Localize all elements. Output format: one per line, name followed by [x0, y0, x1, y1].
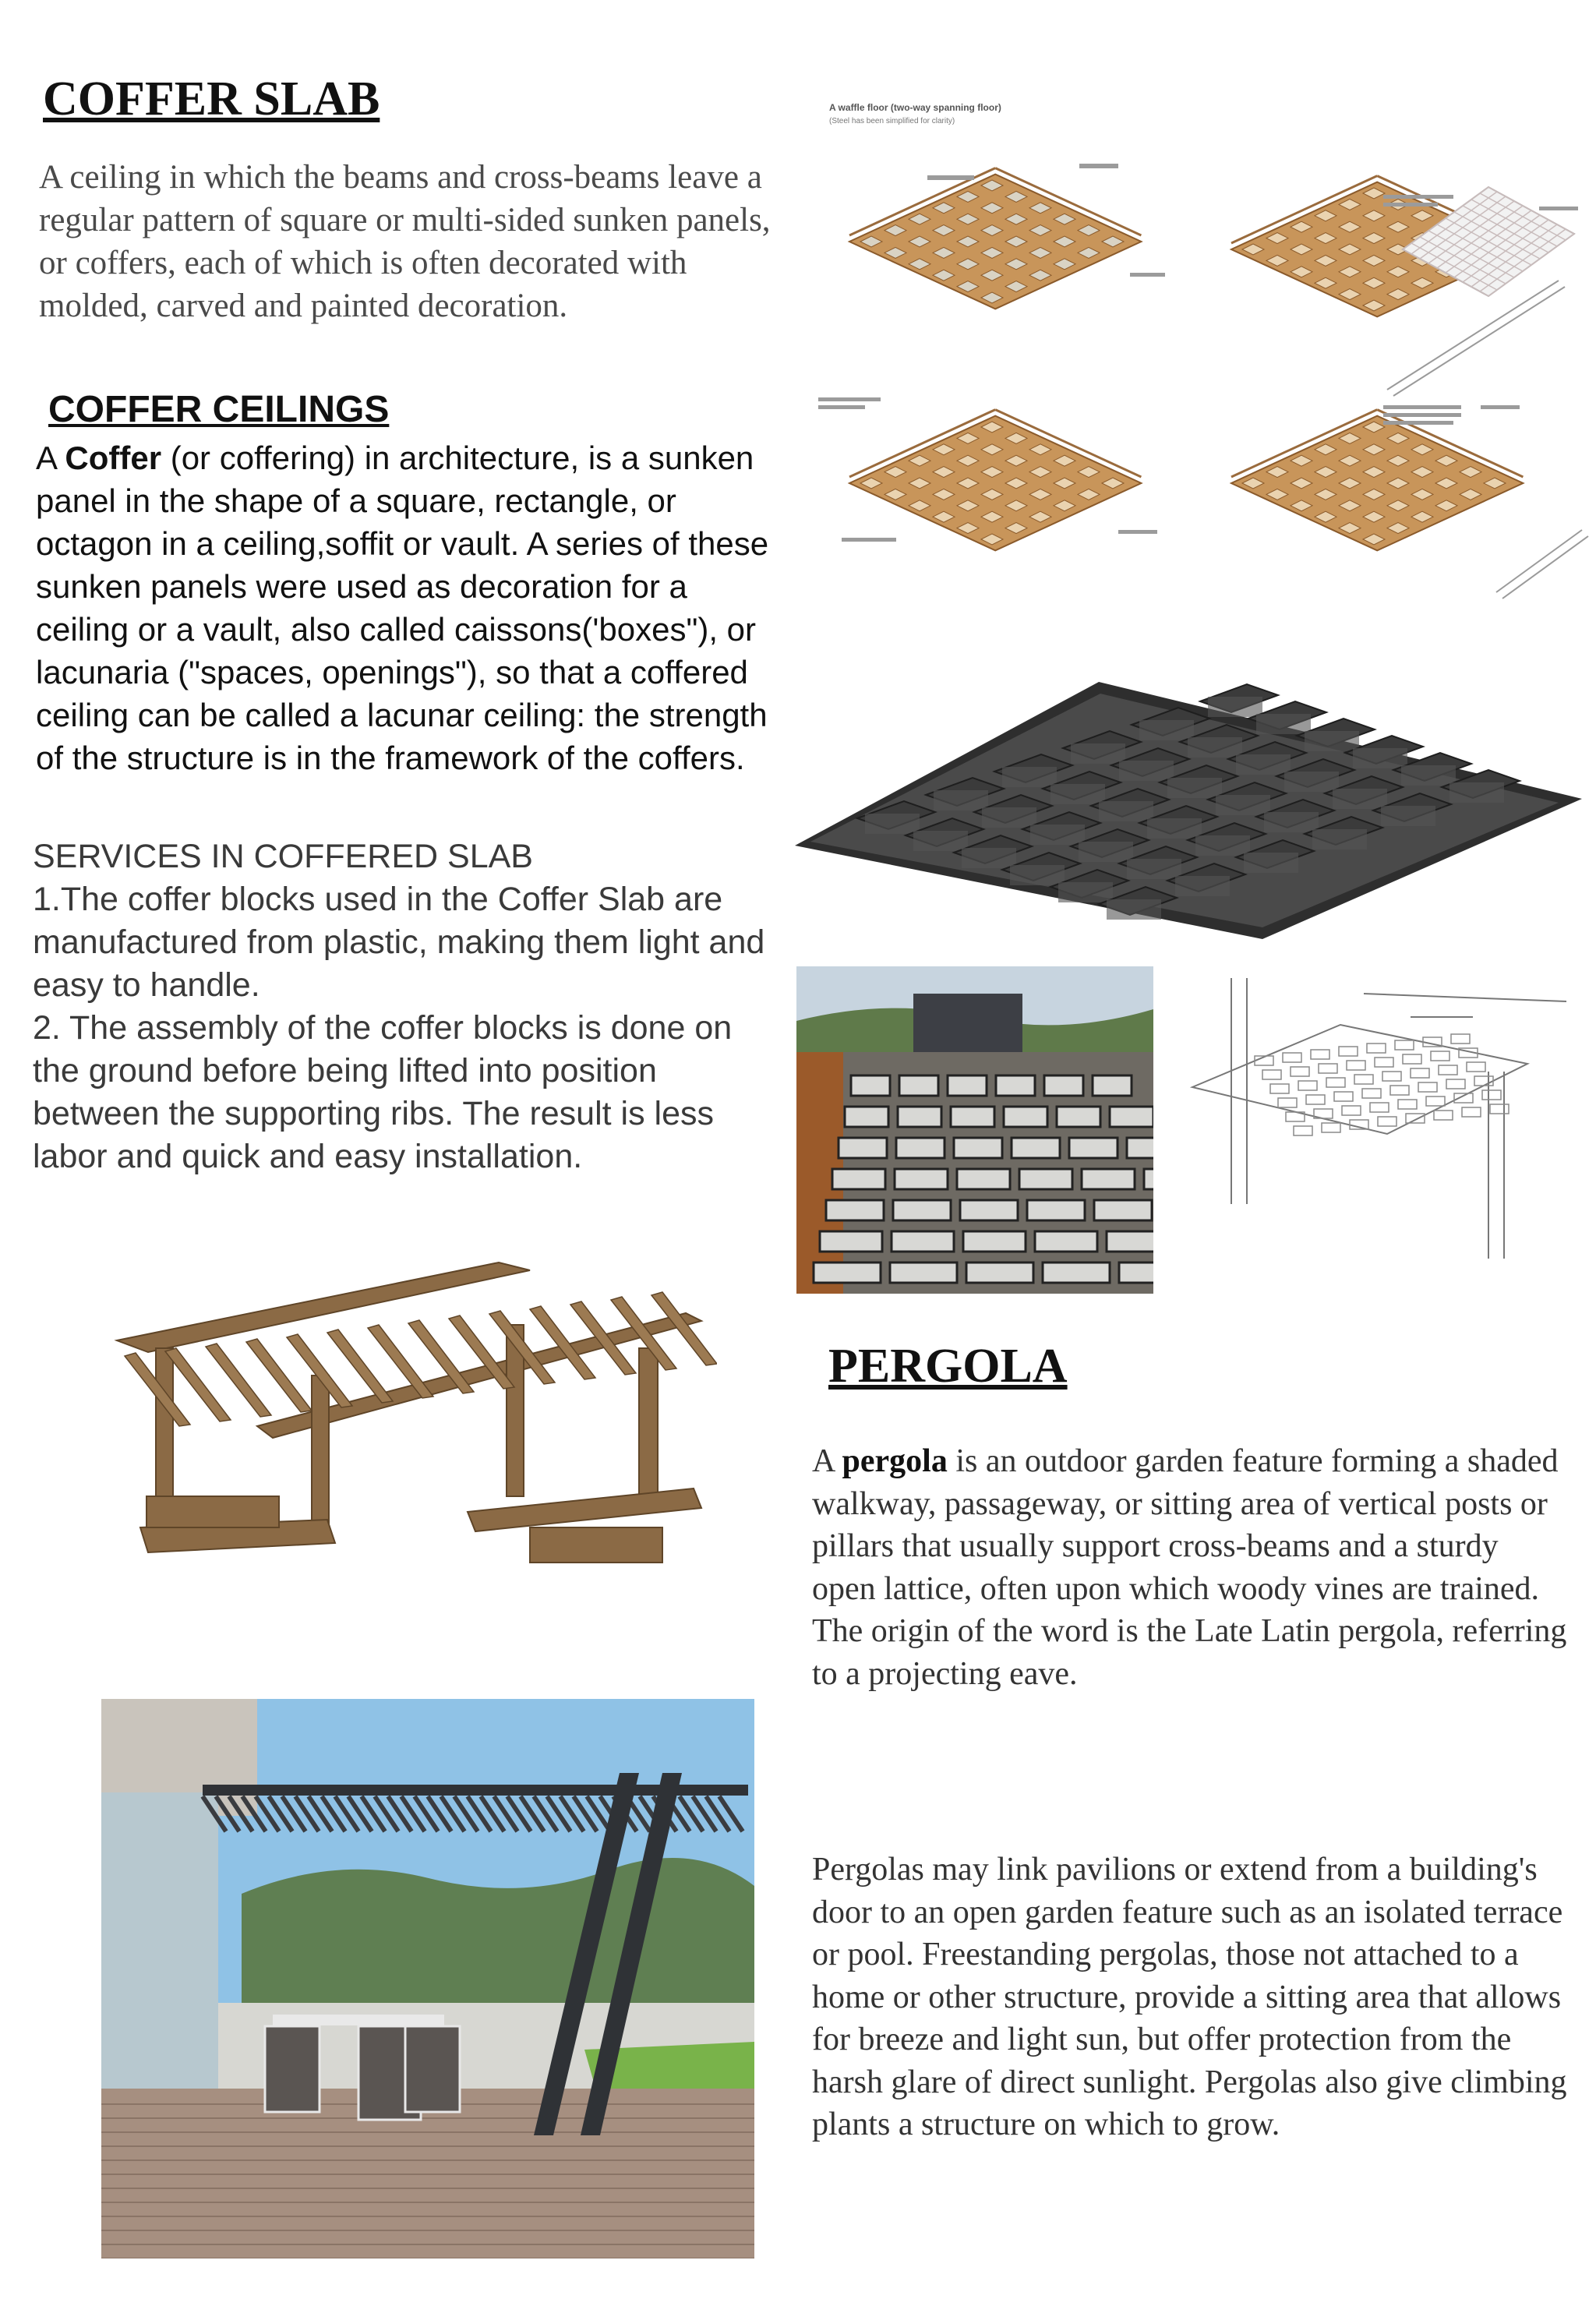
diagram-title: A waffle floor (two-way spanning floor) — [829, 102, 1001, 113]
diagram-subtitle: (Steel has been simplified for clarity) — [829, 117, 955, 125]
coffer-slab-render — [795, 662, 1582, 943]
wooden-pergola-image — [94, 1247, 717, 1605]
pergola-paragraph-1 — [812, 1440, 1570, 1695]
coffer-slab-sketch — [1161, 970, 1566, 1266]
construction-site-photo — [796, 966, 1153, 1294]
services-heading: SERVICES IN COFFERED SLAB — [33, 838, 533, 875]
waffle-floor-diagram — [810, 94, 1590, 616]
coffer-term-bold: Coffer — [65, 440, 162, 476]
pergola-term-bold: pergola — [842, 1443, 948, 1479]
coffer-slab-heading: COFFER SLAB — [43, 72, 380, 125]
pergola-paragraph-2: Pergolas may link pavilions or extend from a building's door to an open garden feature such as an isolated terrace or pool. Freestanding pergolas, those not attached to a home or other structure, provide a sitting area that allows for breeze and light sun, but offer protection from the harsh glare of direct sunlight. Pergolas also give climbing plants a structure on which to grow. — [812, 1852, 1567, 2142]
pergola-heading: PERGOLA — [828, 1340, 1068, 1393]
coffer-ceilings-paragraph — [36, 436, 784, 779]
pergola-p1-prefix: A — [812, 1443, 842, 1479]
services-point-1: 1.The coffer blocks used in the Coffer Slab are manufactured from plastic, making them light and easy to handle. — [33, 881, 765, 1004]
coffer-ceilings-heading: COFFER CEILINGS — [48, 389, 390, 430]
coffer-intro-prefix: A — [36, 440, 65, 476]
modern-pergola-photo — [101, 1699, 754, 2258]
pergola-p1-rest: is an outdoor garden feature forming a shaded walkway, passageway, or sitting area of vertical posts or pillars that usually support cross-beams and a sturdy open lattice, often upon which woody vines are trained. The origin of the word is the Late Latin pergola, referring to a projecting eave. — [812, 1443, 1567, 1692]
coffer-slab-description: A ceiling in which the beams and cross-beams leave a regular pattern of square or multi-sided sunken panels, or coffers, each of which is often decorated with molded, carved and painted decoration. — [39, 159, 771, 324]
services-point-2: 2. The assembly of the coffer blocks is done on the ground before being lifted into position between the supporting ribs. The result is less labor and quick and easy installation. — [33, 1009, 733, 1175]
coffer-intro-rest: (or coffering) in architecture, is a sunken panel in the shape of a square, rectangle, or octagon in a ceiling,soffit or vault. A series of these sunken panels were used as decoration for a ceiling or a vault, also called caissons('boxes"), or lacunaria ("spaces, openings"), so that a coffered ceiling can be called a lacunar ceiling: the strength of the structure is in the framework of the coffers. — [36, 440, 769, 776]
